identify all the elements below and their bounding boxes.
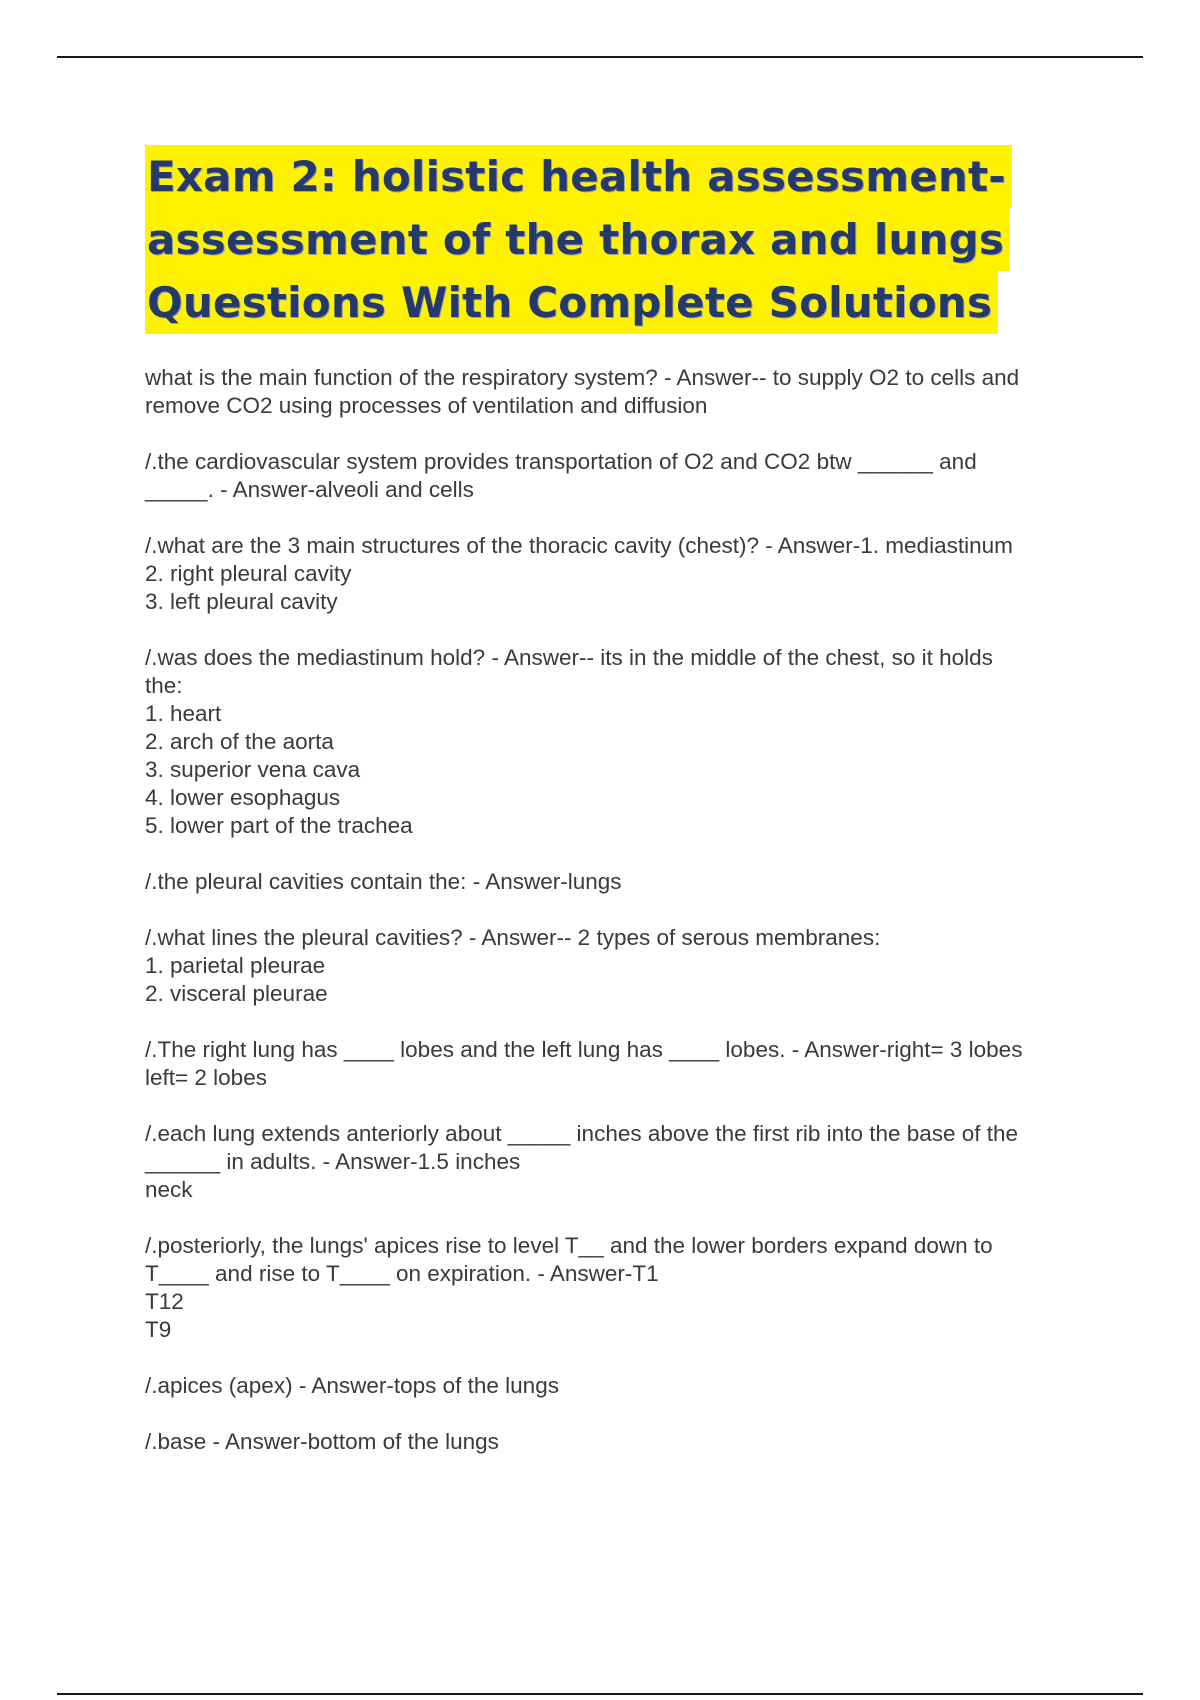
qa-line: /.the cardiovascular system provides transportation of O2 and CO2 btw ______ and — [145, 449, 977, 474]
qa-line: /.apices (apex) - Answer-tops of the lungs — [145, 1373, 559, 1398]
qa-line: 3. superior vena cava — [145, 757, 361, 782]
qa-line: _____. - Answer-alveoli and cells — [145, 477, 474, 502]
qa-line: /.what lines the pleural cavities? - Answer-- 2 types of serous membranes: — [145, 925, 881, 950]
qa-line: /.was does the mediastinum hold? - Answer-- its in the middle of the chest, so it holds — [145, 645, 993, 670]
qa-line: what is the main function of the respiratory system? - Answer-- to supply O2 to cells and — [145, 365, 1020, 390]
qa-line: the: — [145, 673, 183, 698]
qa-item — [145, 868, 1095, 896]
qa-line: neck — [145, 1177, 193, 1202]
bottom-divider — [57, 1693, 1143, 1695]
qa-line: T____ and rise to T____ on expiration. - Answer-T1 — [145, 1261, 659, 1286]
qa-line: remove CO2 using processes of ventilation and diffusion — [145, 393, 708, 418]
qa-line: 4. lower esophagus — [145, 785, 341, 810]
title-line: assessment of the thorax and lungs — [145, 208, 1010, 271]
title-line: Questions With Complete Solutions — [145, 271, 998, 334]
qa-line: /.the pleural cavities contain the: - Answer-lungs — [145, 869, 622, 894]
qa-line: /.each lung extends anteriorly about _____ inches above the first rib into the base of the — [145, 1121, 1019, 1146]
qa-item — [145, 1372, 1095, 1400]
qa-line: ______ in adults. - Answer-1.5 inches — [145, 1149, 521, 1174]
qa-line: /.base - Answer-bottom of the lungs — [145, 1429, 499, 1454]
qa-line: /.what are the 3 main structures of the thoracic cavity (chest)? - Answer-1. mediastinum — [145, 533, 1013, 558]
document-title — [145, 145, 1105, 334]
qa-line: /.posteriorly, the lungs' apices rise to level T__ and the lower borders expand down to — [145, 1233, 993, 1258]
qa-line: 2. visceral pleurae — [145, 981, 328, 1006]
qa-item — [145, 1232, 1095, 1344]
qa-item — [145, 1120, 1095, 1204]
qa-item — [145, 364, 1095, 420]
qa-item — [145, 924, 1095, 1008]
qa-line: 1. parietal pleurae — [145, 953, 326, 978]
qa-line: 2. right pleural cavity — [145, 561, 352, 586]
qa-item — [145, 1036, 1095, 1092]
qa-line: T12 — [145, 1289, 184, 1314]
qa-line: 5. lower part of the trachea — [145, 813, 413, 838]
qa-line: 1. heart — [145, 701, 222, 726]
qa-line: 3. left pleural cavity — [145, 589, 338, 614]
qa-item — [145, 532, 1095, 616]
title-line: Exam 2: holistic health assessment- — [145, 145, 1012, 208]
qa-list — [145, 364, 1095, 1484]
qa-item — [145, 448, 1095, 504]
qa-item — [145, 644, 1095, 840]
qa-item — [145, 1428, 1095, 1456]
top-divider — [57, 56, 1143, 58]
qa-line: T9 — [145, 1317, 172, 1342]
qa-line: 2. arch of the aorta — [145, 729, 334, 754]
qa-line: /.The right lung has ____ lobes and the left lung has ____ lobes. - Answer-right= 3 lobes — [145, 1037, 1023, 1062]
qa-line: left= 2 lobes — [145, 1065, 267, 1090]
